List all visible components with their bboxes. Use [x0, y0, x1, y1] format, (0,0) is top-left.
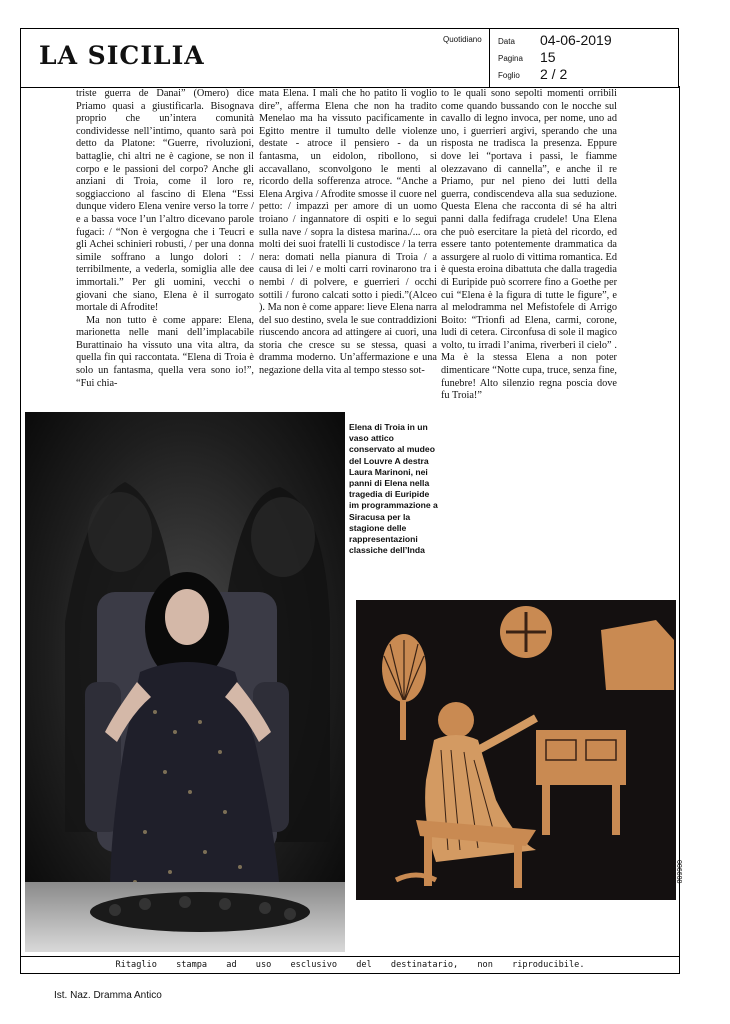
page-label: Pagina [498, 54, 523, 63]
paragraph: Ma non tutto è come appare: Elena, marionetta nelle mani dell’implacabile Burattinaio ha vissuto una vita altra, da quella fin qui raccontata. “Elena di Troia è solo un fantasma, quella vera sono io!”, “Fui chia- [76, 314, 254, 389]
vase-photo [356, 600, 676, 900]
paragraph: to le quali sono sepolti momenti orribili come quando bussando con le nocche sul cavallo di legno invoca, per nome, uno ad uno, i guerrieri argivi, sperando che una risposta ne tradisca la presenza. Eppure dove lei “portava i passi, le fiamme olezzavano di cannella”, e anche il re Priamo, pur nel pieno dei lutti della guerra, condiscendeva alla sua seduzione. Questa Elena che racconta di sé ha altri panni dalla fedifraga crudele! Una Elena che può esercitare la pietà del ricordo, ed essere tanto potentemente drammatica da assurgere al ruolo di vittima romantica. Ed è questa eroina dibattuta che dalla tragedia di Euripide può scorrere fino a Goethe per cui “Elena è la figura di tutte le figure”, e al melodramma nel Mefistofele di Arrigo Boito: “Trionfi ad Elena, carmi, corone, ludi di cetera. Circonfusa di sole il magico volto, tu irradi l’anima, riverberi il cielo” . Ma è la stessa Elena a non poter dimenticare “Notte cupa, truce, senza fine, funebre! Alto silenzio regna poscia dove fu Troia!” [441, 88, 617, 402]
page-value: 15 [540, 49, 556, 65]
sheet-label: Foglio [498, 71, 520, 80]
article-column-3 [441, 88, 617, 403]
copyright-notice: Ritaglio stampa ad uso esclusivo del destinatario, non riproducibile. [20, 956, 680, 974]
clipping-code: 006608 [675, 860, 682, 884]
article-column-1 [76, 88, 254, 390]
masthead-box [20, 28, 490, 88]
date-row [498, 32, 678, 48]
newspaper-logo: LA SICILIA [39, 41, 205, 70]
date-label: Data [498, 37, 515, 46]
paragraph: mata Elena. I mali che ho patito li voglio dire”, afferma Elena che non ha tradito Menelao ma ha vissuto pacificamente in Egitto mentre il tumulto delle violenze destate - atroce il pensiero - da un fantasma, un eidolon, ribollono, si accavallano, sconvolgono le menti al ricordo della sofferenza atroce. “Anche a Elena Argiva / Afrodite smosse il cuore nel petto: / impazzì per amore di un uomo troiano / ingannatore di ospiti e lo seguì sulla nave / sopra la distesa marina./... ora molti dei suoi fratelli li custodisce / la terra nera: domati nella pianura di Troia / a causa di lei / e molti carri rovinarono tra i nembi / di polvere, e guerrieri / occhi sottili / furono calcati sotto i piedi.”(Alceo ). Ma non è come appare: lieve Elena narra del suo destino, svela le sue contraddizioni riuscendo ancora ad attingere ai cuori, una storia che cresce su se stessa, quasi a dramma moderno. Un’affermazione e una negazione della vita al tempo stesso sot- [259, 88, 437, 377]
page-row [498, 49, 678, 65]
publication-type: Quotidiano [443, 35, 482, 44]
article-clipping [20, 86, 680, 957]
article-column-2 [259, 88, 437, 378]
sheet-row [498, 66, 678, 82]
metadata-box [490, 28, 679, 88]
photo-caption: Elena di Troia in un vaso attico conservato al mudeo del Louvre A destra Laura Marinoni, nei panni di Elena nella tragedia di Euripide im programmazione a Siracusa per la stagione delle rappresentazioni classiche dell’Inda [349, 422, 438, 556]
paragraph: triste guerra de Danai” (Omero) dice Priamo quasi a giustificarla. Bisognava proprio che un’intera comunità condividesse nell’intimo, quanto sarà poi detto da Platone: “Guerre, rivoluzioni, battaglie, chi altri ne è cagione, se non il corpo e le passioni del corpo? Anche gli anziani di Troia, come il loro re, soggiacciono al fascino di Elena “Essi dunque videro Elena venire verso la torre / e a bassa voce l’un l’altro dicevano parole fugaci: / “Non è vergogna che i Teucri e gli Achei schinieri robusti, / per una donna simile soffrano a lungo dolori : / terribilmente, a vederla, somiglia alle dee immortali.” Per gli uomini, vecchi o giovani che siano, Elena è il surrogato mortale di Afrodite! [76, 88, 254, 314]
date-value: 04-06-2019 [540, 32, 612, 48]
theatre-photo [25, 412, 345, 952]
source-label: Ist. Naz. Dramma Antico [54, 990, 162, 1001]
sheet-value: 2 / 2 [540, 66, 568, 82]
